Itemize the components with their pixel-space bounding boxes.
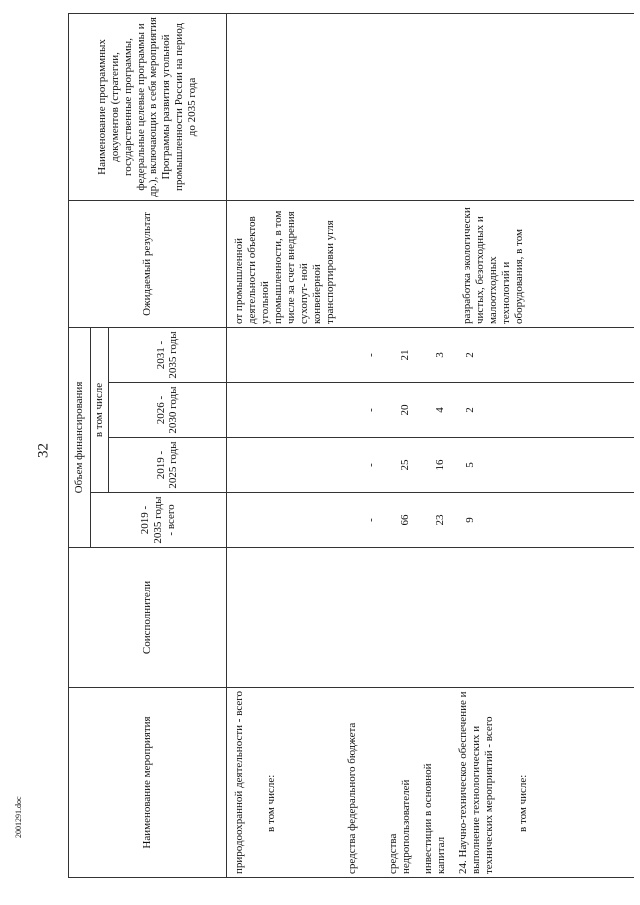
row-name-4: инвестиции в основной капитал	[421, 763, 447, 874]
result-2: разработка экологически чистых, безотходных и малоотходных технологий и оборудования, в том	[460, 207, 525, 324]
row-name-0: природоохранной деятельности - всего	[232, 691, 245, 874]
header-name: Наименование мероприятия	[69, 688, 227, 878]
total-3: 66	[398, 514, 411, 526]
header-period-3: 2031 - 2035 годы	[108, 327, 226, 382]
rotated-table-container	[68, 14, 634, 878]
p3-5: 2	[463, 352, 476, 358]
column-period-3	[226, 327, 634, 382]
page-number: 32	[35, 443, 52, 458]
row-name-5: 24. Научно-техническое обеспечение и выполнение технологических и технических мероприятий - всего	[456, 691, 495, 874]
column-program-docs	[226, 13, 634, 200]
header-period-1: 2019 - 2025 годы	[108, 438, 226, 493]
header-total: 2019 - 2035 годы - всего	[91, 493, 227, 548]
header-program-docs: Наименование программных документов (стратегии, государственные программы, федеральные целевые программы и др.), включающих в себя мероприятия Программы развития угольной промышленности России на период до 2035 года	[69, 13, 227, 200]
p3-3: 21	[398, 349, 411, 361]
funding-table	[68, 13, 634, 878]
column-names	[226, 688, 634, 878]
header-funding: Объем финансирования	[69, 327, 91, 547]
p2-4: 4	[433, 407, 446, 413]
row-name-2: средства федерального бюджета	[345, 722, 358, 874]
total-2: -	[364, 518, 377, 522]
column-co-executors	[226, 548, 634, 688]
row-name-1: в том числе:	[264, 774, 277, 832]
p3-2: -	[364, 353, 377, 357]
p2-2: -	[364, 408, 377, 412]
total-4: 23	[433, 514, 446, 526]
header-result: Ожидаемый результат	[69, 200, 227, 327]
header-co-executors: Соисполнители	[69, 548, 227, 688]
p3-4: 3	[433, 352, 446, 358]
p1-5: 5	[463, 462, 476, 468]
result-1: от промышленной деятельности объектов угольной промышленности, в том числе за счет внедрения сухопут- ной конвейерной транспортировки угля	[232, 210, 336, 324]
p1-2: -	[364, 463, 377, 467]
header-period-2: 2026 - 2030 годы	[108, 383, 226, 438]
file-name: 2001291.doc	[14, 796, 23, 838]
column-period-1	[226, 438, 634, 493]
total-5: 9	[463, 517, 476, 523]
row-name-3: средства недропользователей	[386, 779, 412, 874]
column-result	[226, 200, 634, 327]
p2-3: 20	[398, 404, 411, 416]
p1-3: 25	[398, 459, 411, 471]
p1-4: 16	[433, 459, 446, 471]
header-including: в том числе	[91, 327, 109, 492]
p2-5: 2	[463, 407, 476, 413]
column-total	[226, 493, 634, 548]
column-period-2	[226, 383, 634, 438]
row-name-6: в том числе:	[516, 774, 529, 832]
